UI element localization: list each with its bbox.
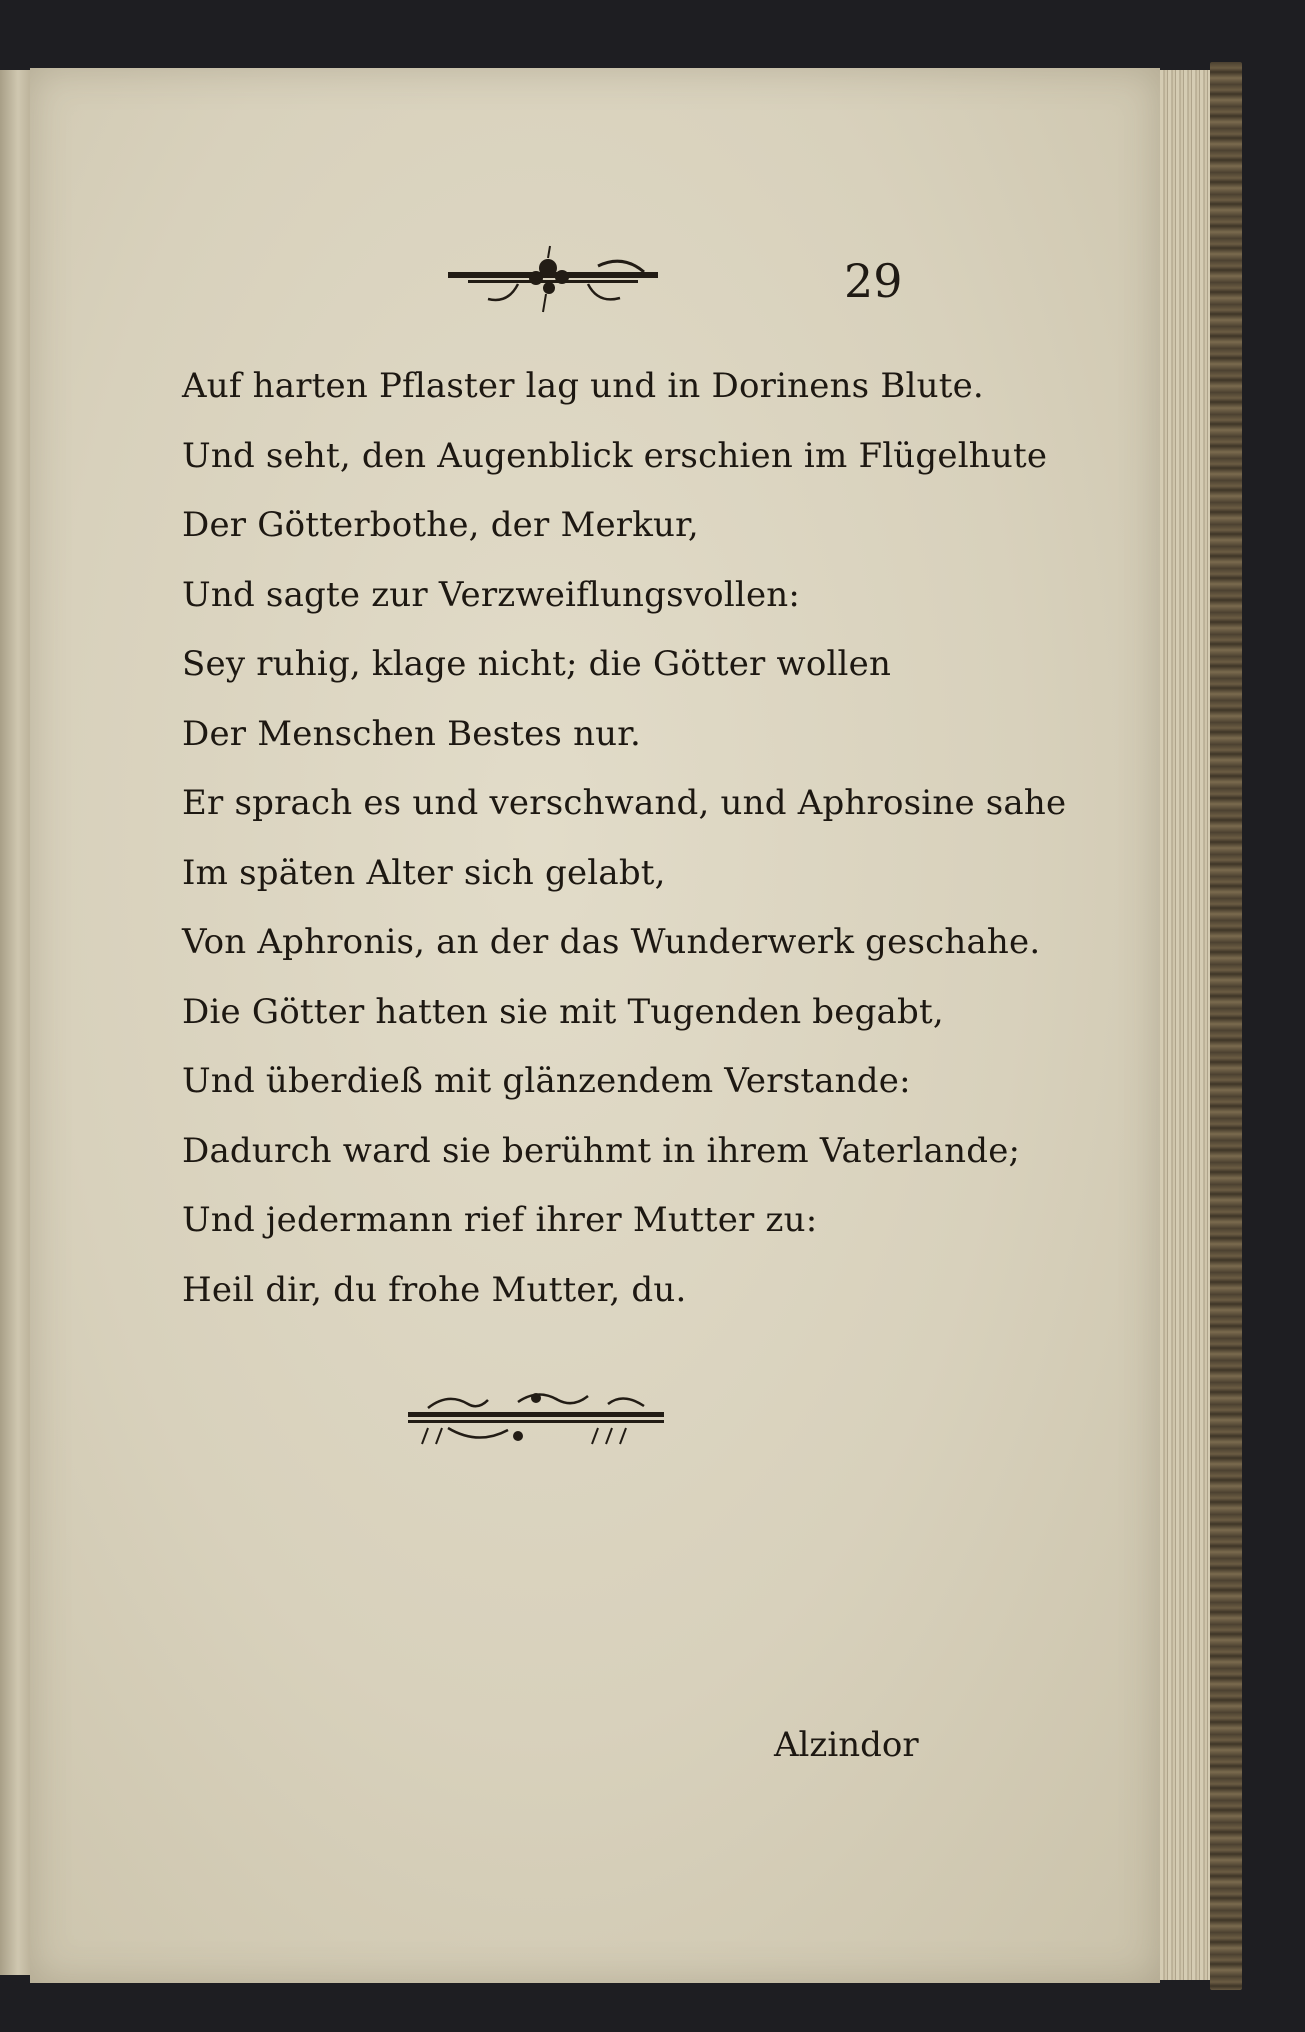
verse-line: Dadurch ward sie berühmt in ihrem Vaterlande; <box>182 1130 1021 1171</box>
page-block-edges <box>1160 70 1210 1980</box>
verse-line: Er sprach es und verschwand, und Aphrosine sahe <box>182 783 1067 823</box>
page-number: 29 <box>844 254 903 308</box>
verse-line: Im späten Alter sich gelabt, <box>182 852 666 893</box>
verse-line: Von Aphronis, an der das Wunderwerk geschahe. <box>182 922 1041 962</box>
verse-line: Sey ruhig, klage nicht; die Götter wollen <box>182 644 892 684</box>
verse-line: Und überdieß mit glänzendem Verstande: <box>182 1061 911 1101</box>
bottom-ornament-icon <box>408 1388 664 1450</box>
verse-line: Heil dir, du frohe Mutter, du. <box>182 1269 687 1310</box>
verse-line: Der Götterbothe, der Merkur, <box>182 505 699 545</box>
previous-page-edge <box>0 70 30 1975</box>
poem-text <box>182 352 1067 1325</box>
verse-line: Die Götter hatten sie mit Tugenden begabt, <box>182 991 944 1032</box>
catchword: Alzindor <box>774 1725 919 1765</box>
verse-line: Und sagte zur Verzweiflungsvollen: <box>182 574 801 615</box>
verse-line: Und jedermann rief ihrer Mutter zu: <box>182 1200 818 1240</box>
top-ornament-icon <box>448 244 658 320</box>
verse-line: Auf harten Pflaster lag und in Dorinens Blute. <box>182 366 984 406</box>
verse-line: Der Menschen Bestes nur. <box>182 713 642 754</box>
book-cover-edge <box>1210 62 1242 1990</box>
verse-line: Und seht, den Augenblick erschien im Flügelhute <box>182 435 1048 476</box>
